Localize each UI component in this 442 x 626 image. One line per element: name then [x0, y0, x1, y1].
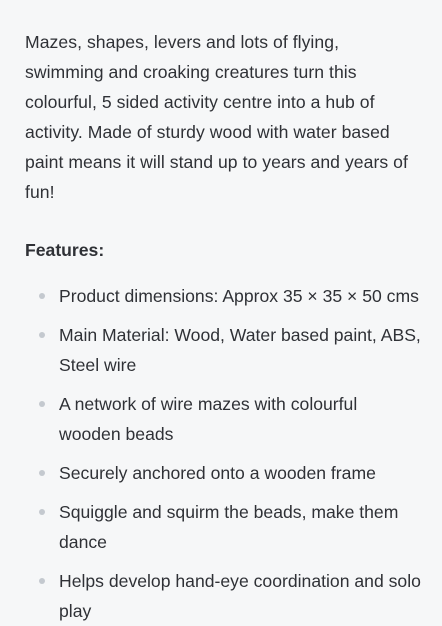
- bullet-icon: [39, 470, 45, 476]
- list-item: [25, 389, 422, 449]
- feature-text: Product dimensions: Approx 35 × 35 × 50 cms: [59, 286, 419, 306]
- feature-text: Helps develop hand-eye coordination and solo play: [59, 571, 421, 621]
- feature-text: Main Material: Wood, Water based paint, ABS, Steel wire: [59, 325, 421, 375]
- feature-text: Securely anchored onto a wooden frame: [59, 463, 376, 483]
- list-item: [25, 497, 422, 557]
- features-heading: Features:: [25, 240, 105, 260]
- description-intro: Mazes, shapes, levers and lots of flying, swimming and croaking creatures turn this colourful, 5 sided activity centre into a hub of activity. Made of sturdy wood with water based paint means it will stand up to years and years of fun!: [25, 32, 408, 202]
- bullet-icon: [39, 332, 45, 338]
- bullet-icon: [39, 401, 45, 407]
- features-list: [25, 281, 422, 626]
- bullet-icon: [39, 509, 45, 515]
- feature-text: Squiggle and squirm the beads, make them dance: [59, 502, 399, 552]
- bullet-icon: [39, 578, 45, 584]
- list-item: [25, 458, 422, 488]
- bullet-icon: [39, 293, 45, 299]
- list-item: [25, 566, 422, 626]
- list-item: [25, 281, 422, 311]
- feature-text: A network of wire mazes with colourful wooden beads: [59, 394, 358, 444]
- list-item: [25, 320, 422, 380]
